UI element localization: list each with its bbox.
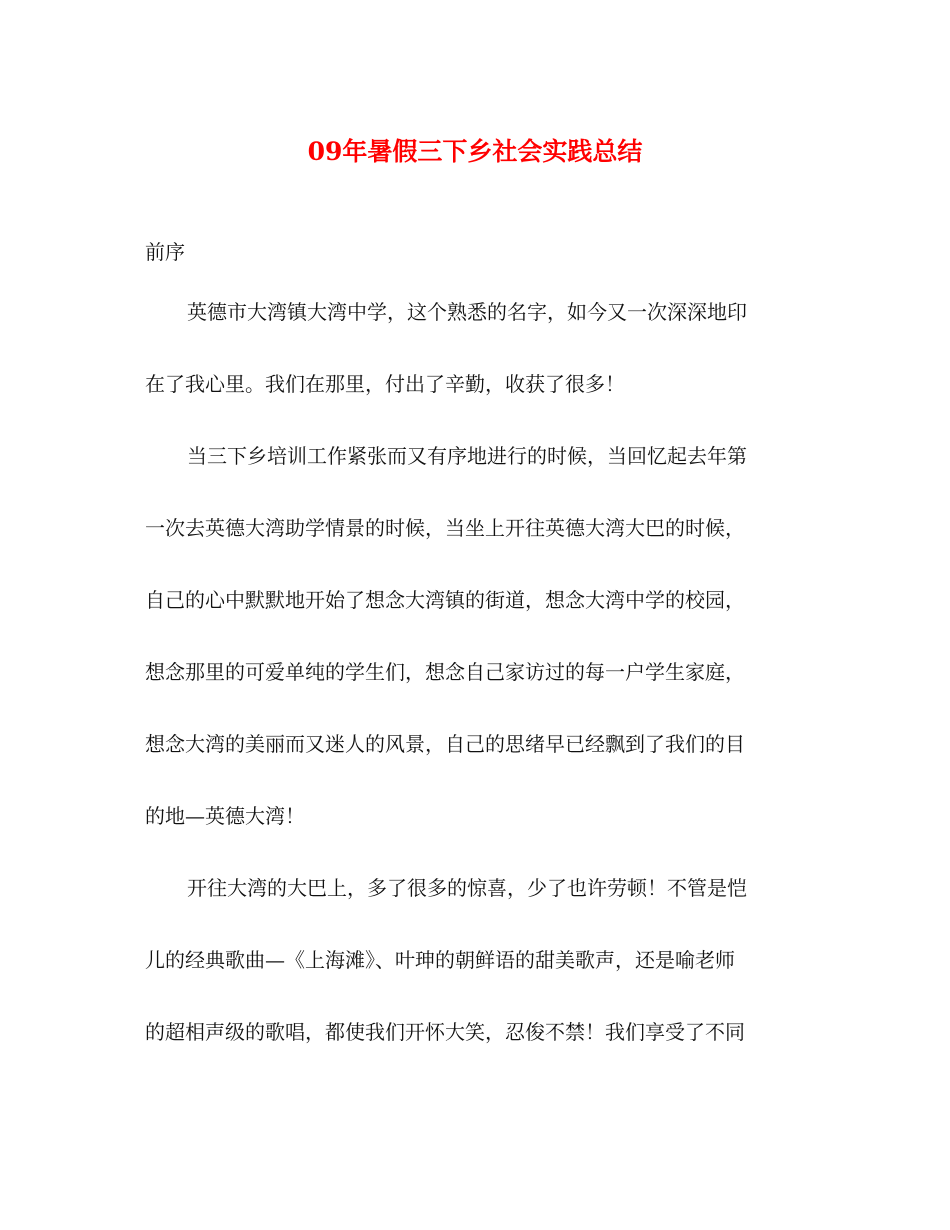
paragraph-line: 英德市大湾镇大湾中学，这个熟悉的名字，如今又一次深深地印 — [187, 300, 747, 324]
paragraph-line: 在了我心里。我们在那里，付出了辛勤，收获了很多！ — [145, 372, 625, 396]
paragraph-line: 的地—英德大湾！ — [145, 804, 305, 828]
paragraph-line: 自己的心中默默地开始了想念大湾镇的街道，想念大湾中学的校园， — [145, 588, 745, 612]
paragraph-line: 开往大湾的大巴上，多了很多的惊喜，少了也许劳顿！不管是恺 — [187, 876, 747, 900]
paragraph-line: 想念那里的可爱单纯的学生们，想念自己家访过的每一户学生家庭， — [145, 660, 745, 684]
document-title: 09年暑假三下乡社会实践总结 — [307, 137, 643, 166]
paragraph-line: 一次去英德大湾助学情景的时候，当坐上开往英德大湾大巴的时候， — [145, 516, 745, 540]
paragraph-line: 的超相声级的歌唱，都使我们开怀大笑，忍俊不禁！我们享受了不同 — [145, 1020, 745, 1044]
section-heading: 前序 — [145, 240, 185, 264]
paragraph-line: 想念大湾的美丽而又迷人的风景，自己的思绪早已经飘到了我们的目 — [145, 732, 745, 756]
paragraph-line: 当三下乡培训工作紧张而又有序地进行的时候，当回忆起去年第 — [187, 444, 747, 468]
paragraph-line: 儿的经典歌曲—《上海滩》、叶珅的朝鲜语的甜美歌声，还是喻老师 — [145, 948, 735, 972]
